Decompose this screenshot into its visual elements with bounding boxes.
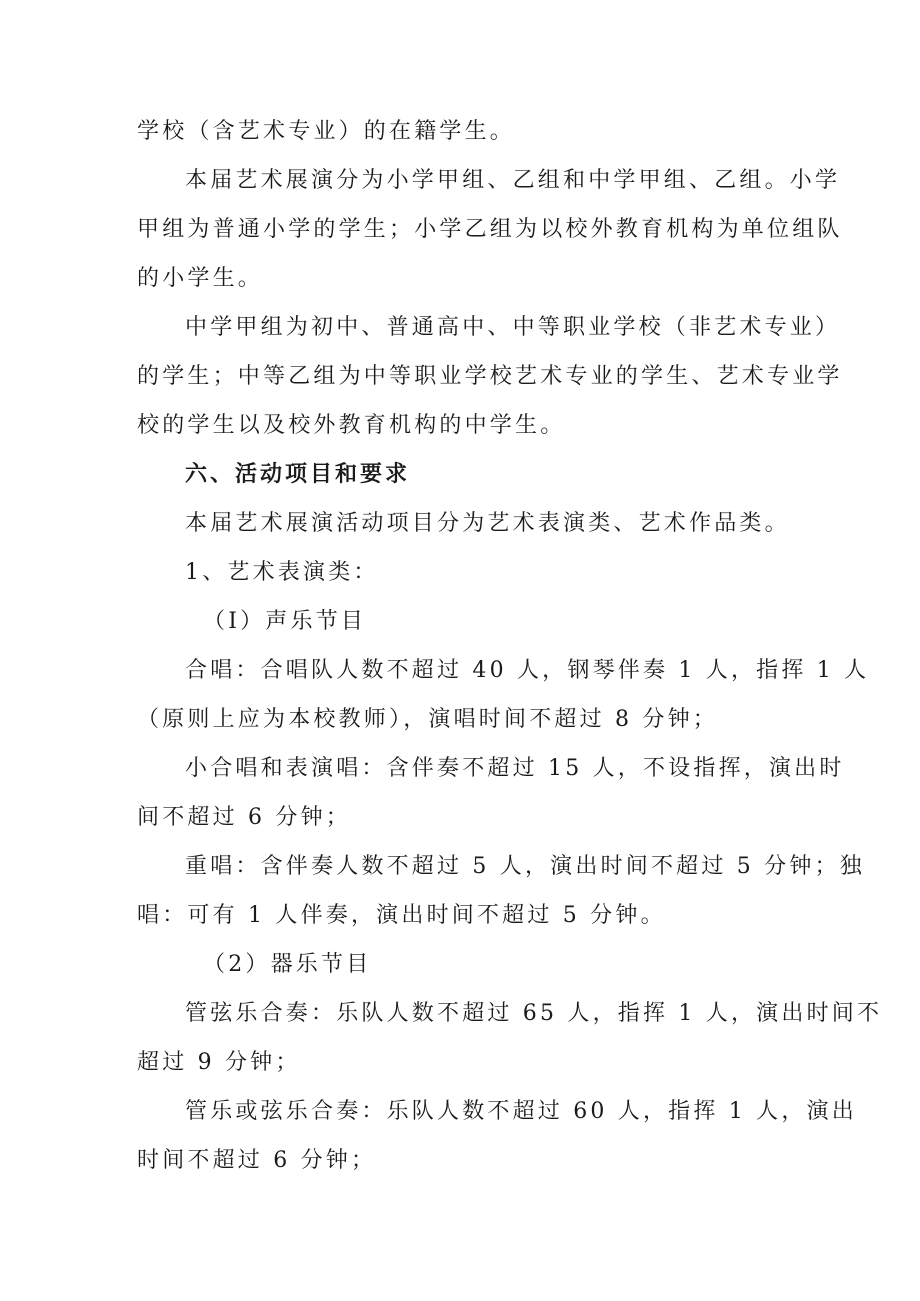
item-heading-vocal: （I）声乐节目 bbox=[203, 609, 367, 634]
paragraph-line-14: 小合唱和表演唱：含伴奏不超过 15 人，不设指挥，演出时 bbox=[185, 756, 845, 781]
paragraph-line-16: 重唱：含伴奏人数不超过 5 人，演出时间不超过 5 分钟；独 bbox=[185, 854, 865, 879]
paragraph-line-20: 超过 9 分钟； bbox=[137, 1050, 301, 1075]
paragraph-line-15: 间不超过 6 分钟； bbox=[137, 805, 351, 830]
paragraph-line-12: 合唱：合唱队人数不超过 40 人，钢琴伴奏 1 人，指挥 1 人 bbox=[185, 658, 870, 683]
paragraph-line-6: 的学生；中等乙组为中等职业学校艺术专业的学生、艺术专业学 bbox=[137, 364, 843, 389]
subsection-heading: 1、艺术表演类： bbox=[185, 560, 379, 585]
paragraph-line-19: 管弦乐合奏：乐队人数不超过 65 人，指挥 1 人，演出时间不 bbox=[185, 1001, 883, 1026]
item-heading-instrumental: （2）器乐节目 bbox=[203, 952, 372, 977]
paragraph-line-13: （原则上应为本校教师），演唱时间不超过 8 分钟； bbox=[137, 707, 718, 732]
paragraph-line-9: 本届艺术展演活动项目分为艺术表演类、艺术作品类。 bbox=[185, 511, 790, 536]
paragraph-line-4: 的小学生。 bbox=[137, 266, 264, 291]
paragraph-line-21: 管乐或弦乐合奏：乐队人数不超过 60 人，指挥 1 人，演出 bbox=[185, 1099, 857, 1124]
paragraph-line-2: 本届艺术展演分为小学甲组、乙组和中学甲组、乙组。小学 bbox=[185, 168, 841, 193]
paragraph-line-22: 时间不超过 6 分钟； bbox=[137, 1148, 377, 1173]
paragraph-line-3: 甲组为普通小学的学生；小学乙组为以校外教育机构为单位组队 bbox=[137, 217, 843, 242]
paragraph-line-17: 唱：可有 1 人伴奏，演出时间不超过 5 分钟。 bbox=[137, 903, 666, 928]
paragraph-line-7: 校的学生以及校外教育机构的中学生。 bbox=[137, 413, 566, 438]
paragraph-line-1: 学校（含艺术专业）的在籍学生。 bbox=[137, 119, 516, 144]
paragraph-line-5: 中学甲组为初中、普通高中、中等职业学校（非艺术专业） bbox=[185, 315, 841, 340]
section-heading: 六、活动项目和要求 bbox=[185, 462, 411, 487]
